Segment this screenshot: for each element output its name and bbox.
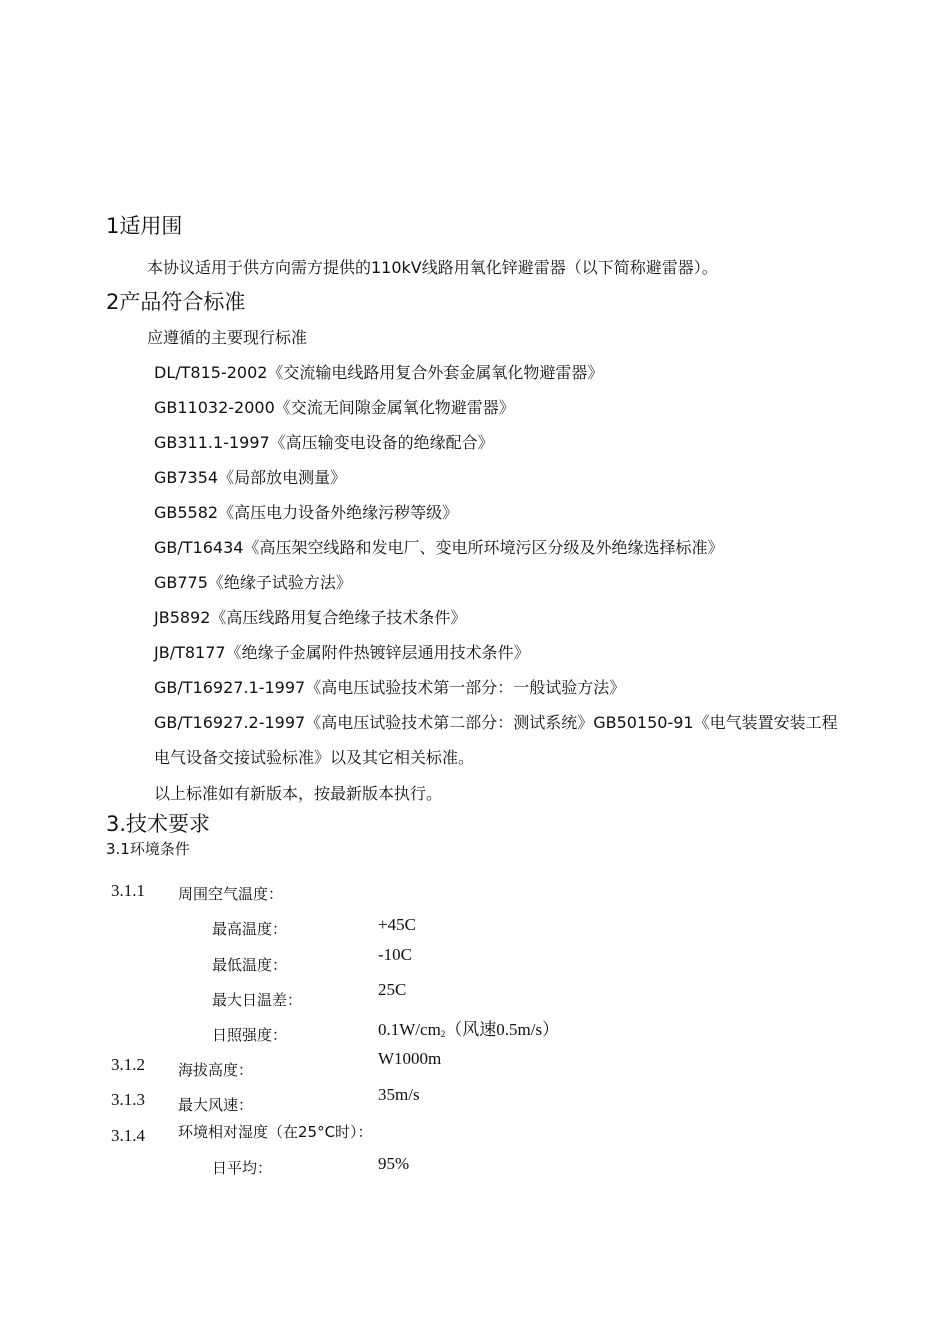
section3-heading: 3.技术要求 [106,812,211,836]
standard-item: GB7354《局部放电测量》 [154,468,347,487]
section1-body: 本协议适用于供方向需方提供的110kV线路用氧化锌避雷器（以下简称避雷器）。 [147,258,718,277]
day-temp-diff-value: 25C [378,980,407,999]
day-avg-humidity-value: 95% [378,1154,410,1173]
item-3-1-1-number: 3.1.1 [111,881,145,900]
standard-item: GB775《绝缘子试验方法》 [154,573,352,592]
item-3-1-3-label: 最大风速： [178,1096,254,1114]
standard-item: GB311.1-1997《高压输变电设备的绝缘配合》 [154,433,494,452]
wind-speed-value: 35m/s [378,1085,420,1104]
standards-intro: 应遵循的主要现行标准 [147,328,308,347]
max-temp-value: +45C [378,915,416,934]
standard-item: GB/T16927.2-1997《高电压试验技术第二部分：测试系统》GB50150-91《电气装置安装工程 [154,713,838,732]
item-3-1-3-number: 3.1.3 [111,1090,145,1109]
item-3-1-4-number: 3.1.4 [111,1126,145,1145]
standard-item: GB/T16927.1-1997《高电压试验技术第一部分：一般试验方法》 [154,678,626,697]
item-3-1-1-label: 周围空气温度： [178,885,284,903]
standard-item: GB11032-2000《交流无间隙金属氧化物避雷器》 [154,398,515,417]
standard-item: GB5582《高压电力设备外绝缘污秽等级》 [154,503,459,522]
item-3-1-2-number: 3.1.2 [111,1055,145,1074]
day-temp-diff-label: 最大日温差： [212,991,303,1009]
standards-note: 以上标准如有新版本，按最新版本执行。 [154,784,443,803]
max-temp-label: 最高温度： [212,920,288,938]
section3-1-heading: 3.1环境条件 [106,840,190,858]
min-temp-label: 最低温度： [212,956,288,974]
sunlight-label: 日照强度： [212,1026,288,1044]
min-temp-value: -10C [378,945,412,964]
item-3-1-2-label: 海拔高度： [178,1061,254,1079]
altitude-value: W1000m [378,1049,442,1068]
sunlight-value: $0.1W/cm_2$（风速0.5m/s） [378,1020,560,1039]
day-avg-humidity-label: 日平均： [212,1159,273,1177]
standard-item: JB/T8177《绝缘子金属附件热镀锌层通用技术条件》 [154,643,530,662]
standard-item: 电气设备交接试验标准》以及其它相关标准。 [154,748,475,767]
standard-item: GB/T16434《高压架空线路和发电厂、变电所环境污区分级及外绝缘选择标准》 [154,538,724,557]
section1-heading: 1适用围 [106,214,183,238]
item-3-1-4-label: 环境相对湿度（在25°C时）： [178,1123,373,1141]
standard-item: DL/T815-2002《交流输电线路用复合外套金属氧化物避雷器》 [154,363,604,382]
section2-heading: 2产品符合标准 [106,290,246,314]
standard-item: JB5892《高压线路用复合绝缘子技术条件》 [154,608,467,627]
